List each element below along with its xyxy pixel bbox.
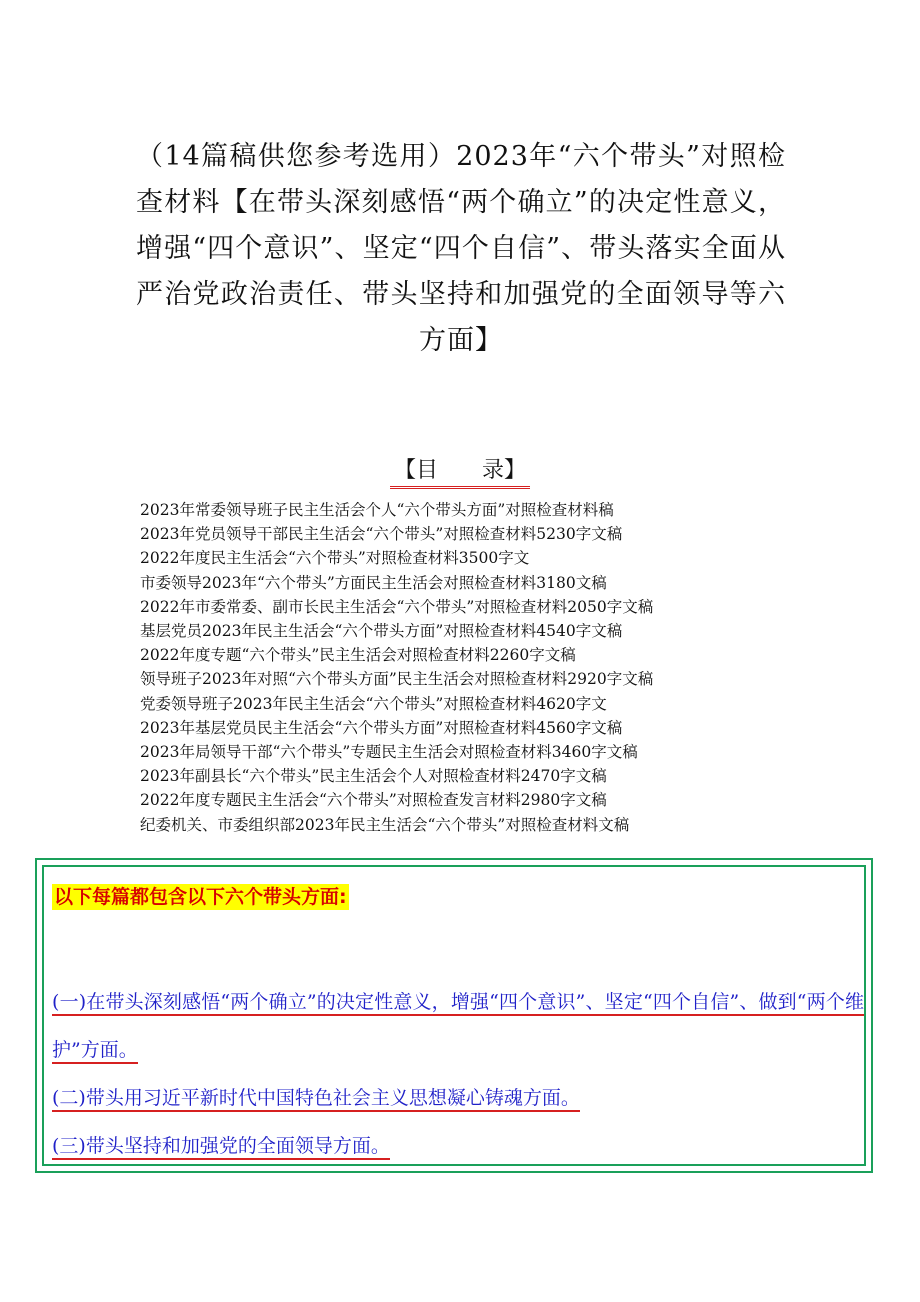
toc-item[interactable]: 党委领导班子2023年民主生活会“六个带头”对照检查材料4620字文 [140, 694, 607, 713]
toc-heading-text: 【目 录】 [390, 456, 530, 489]
toc-item[interactable]: 2023年局领导干部“六个带头”专题民主生活会对照检查材料3460字文稿 [140, 743, 638, 762]
notice-heading: 以下每篇都包含以下六个带头方面: [54, 886, 347, 908]
aspect-item[interactable] [52, 1074, 864, 1122]
toc-item[interactable]: 2022年市委常委、副市长民主生活会“六个带头”对照检查材料2050字文稿 [140, 597, 654, 616]
toc-item[interactable]: 2023年副县长“六个带头”民主生活会个人对照检查材料2470字文稿 [140, 767, 607, 786]
aspect-link-1[interactable]: (一)在带头深刻感悟“两个确立”的决定性意义，增强“四个意识”、坚定“四个自信”、做到“两个维护”方面。 [52, 991, 864, 1064]
aspect-link-3[interactable]: (三)带头坚持和加强党的全面领导方面。 [52, 1135, 390, 1160]
table-of-contents [140, 498, 860, 837]
aspect-link-2[interactable]: (二)带头用习近平新时代中国特色社会主义思想凝心铸魂方面。 [52, 1087, 580, 1112]
aspect-item[interactable] [52, 1122, 864, 1170]
toc-item[interactable]: 市委领导2023年“六个带头”方面民主生活会对照检查材料3180文稿 [140, 573, 607, 592]
toc-item[interactable]: 2023年基层党员民主生活会“六个带头方面”对照检查材料4560字文稿 [140, 718, 623, 737]
toc-item[interactable]: 2023年常委领导班子民主生活会个人“六个带头方面”对照检查材料稿 [140, 501, 614, 519]
aspect-item[interactable] [52, 978, 864, 1074]
toc-item[interactable]: 2022年度民主生活会“六个带头”对照检查材料3500字文 [140, 549, 530, 568]
toc-item[interactable]: 2022年度专题“六个带头”民主生活会对照检查材料2260字文稿 [140, 646, 576, 665]
toc-item[interactable]: 2022年度专题民主生活会“六个带头”对照检查发言材料2980字文稿 [140, 791, 607, 810]
toc-heading [0, 456, 920, 489]
toc-item[interactable]: 2023年党员领导干部民主生活会“六个带头”对照检查材料5230字文稿 [140, 525, 623, 544]
toc-item[interactable]: 纪委机关、市委组织部2023年民主生活会“六个带头”对照检查材料文稿 [140, 815, 630, 834]
aspects-list [52, 978, 864, 1170]
document-title: （14篇稿供您参考选用）2023年“六个带头”对照检查材料【在带头深刻感悟“两个确立”的决定性意义，增强“四个意识”、坚定“四个自信”、带头落实全面从严治党政治责任、带头坚持和加强党的全面领导等六方面】 [136, 141, 786, 357]
toc-item[interactable]: 领导班子2023年对照“六个带头方面”民主生活会对照检查材料2920字文稿 [140, 670, 654, 689]
toc-item[interactable]: 基层党员2023年民主生活会“六个带头方面”对照检查材料4540字文稿 [140, 622, 623, 641]
